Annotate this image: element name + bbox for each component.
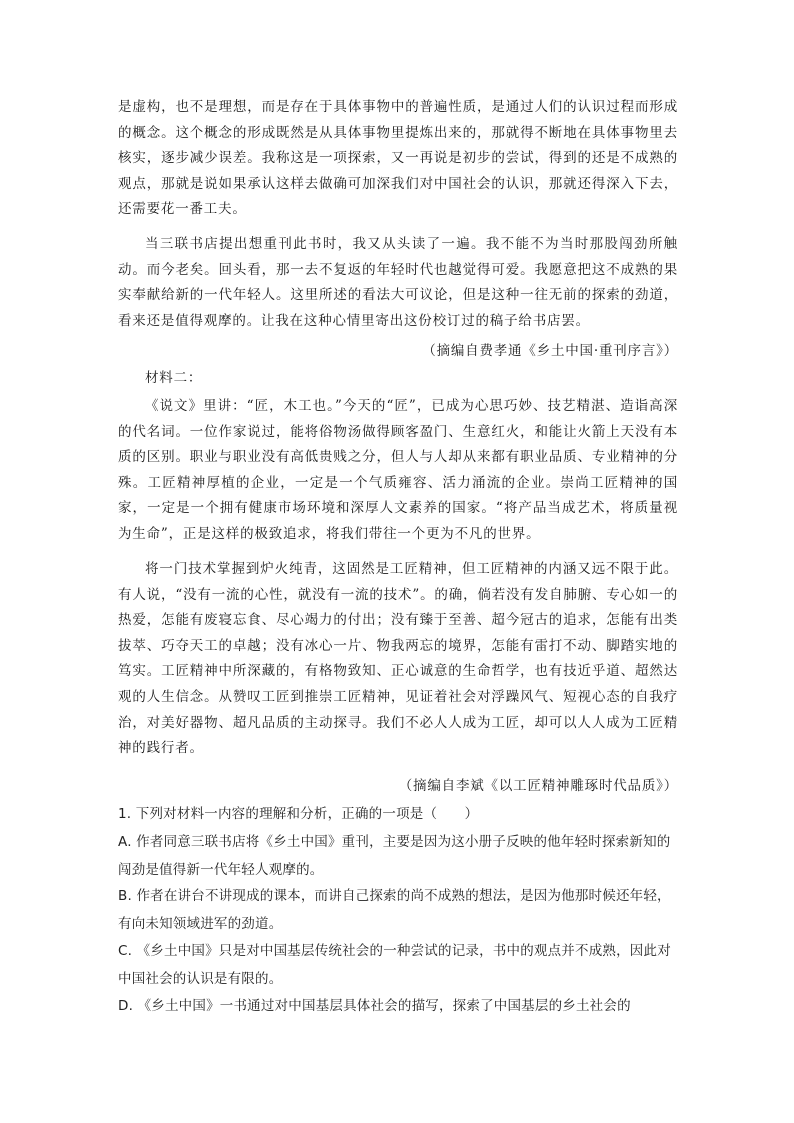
material1-paragraph-2: 当三联书店提出想重刊此书时，我又从头读了一遍。我不能不为当时那股闯劲所触动。而今老矣。回头看，那一去不复返的年轻时代也越觉得可爱。我愿意把这不成熟的果实奉献给新的一代年轻人。这里所述的看法大可议论，但是这种一往无前的探索的劲道，看来还是值得观摩的。让我在这种心情里寄出这份校订过的稿子给书店罢。 [118,236,678,329]
material1-paragraph-continued: 是虚构，也不是理想，而是存在于具体事物中的普遍性质，是通过人们的认识过程而形成的概念。这个概念的形成既然是从具体事物里提炼出来的，那就得不断地在具体事物里去核实，逐步减少误差。我称这是一项探索，又一再说是初步的尝试，得到的还是不成熟的观点，那就是说如果承认这样去做确可加深我们对中国社会的认识，那就还得深入下去，还需要花一番工夫。 [118,99,678,218]
material1-source: （摘编自费孝通《乡土中国·重刊序言》） [422,343,678,359]
material2-source: （摘编自李斌《以工匠精神雕琢时代品质》） [398,778,678,794]
question-1-stem: 1. 下列对材料一内容的理解和分析，正确的一项是（ ） [118,806,479,822]
material2-paragraph-2: 将一门技术掌握到炉火纯青，这固然是工匠精神，但工匠精神的内涵又远不限于此。有人说，“没有一流的心性，就没有一流的技术”。的确，倘若没有发自肺腑、专心如一的热爱，怎能有废寝忘食、尽心竭力的付出；没有臻于至善、超今冠古的追求，怎能有出类拔萃、巧夺天工的卓越；没有冰心一片、物我两忘的境界，怎能有雷打不动、脚踏实地的笃实。工匠精神中所深藏的，有格物致知、正心诚意的生命哲学，也有技近乎道、超然达观的人生信念。从赞叹工匠到推崇工匠精神，见证着社会对浮躁风气、短视心态的自我疗治，对美好器物、超凡品质的主动探寻。我们不必人人成为工匠，却可以人人成为工匠精神的践行者。 [118,561,678,757]
material2-heading: 材料二： [145,370,203,386]
option-b: B. 作者在讲台不讲现成的课本，而讲自己探索的尚不成熟的想法，是因为他那时候还年轻，有向未知领域进军的劲道。 [118,888,671,932]
option-a: A. 作者同意三联书店将《乡土中国》重刊，主要是因为这小册子反映的他年轻时探索新知的闯劲是值得新一代年轻人观摩的。 [118,834,671,878]
material2-paragraph-1: 《说文》里讲：“匠，木工也。”今天的“匠”，已成为心思巧妙、技艺精湛、造诣高深的代名词。一位作家说过，能将俗物汤做得顾客盈门、生意红火，和能让火箭上天没有本质的区别。职业与职业没有高低贵贱之分，但人与人却从来都有职业品质、专业精神的分殊。工匠精神厚植的企业，一定是一个气质雍容、活力涌流的企业。崇尚工匠精神的国家，一定是一个拥有健康市场环境和深厚人文素养的国家。“将产品当成艺术，将质量视为生命”，正是这样的极致追求，将我们带往一个更为不凡的世界。 [118,398,678,542]
option-d: D. 《乡土中国》一书通过对中国基层具体社会的描写，探索了中国基层的乡土社会的 [118,998,631,1014]
option-c: C. 《乡土中国》只是对中国基层传统社会的一种尝试的记录，书中的观点并不成熟，因此对中国社会的认识是有限的。 [118,943,671,987]
